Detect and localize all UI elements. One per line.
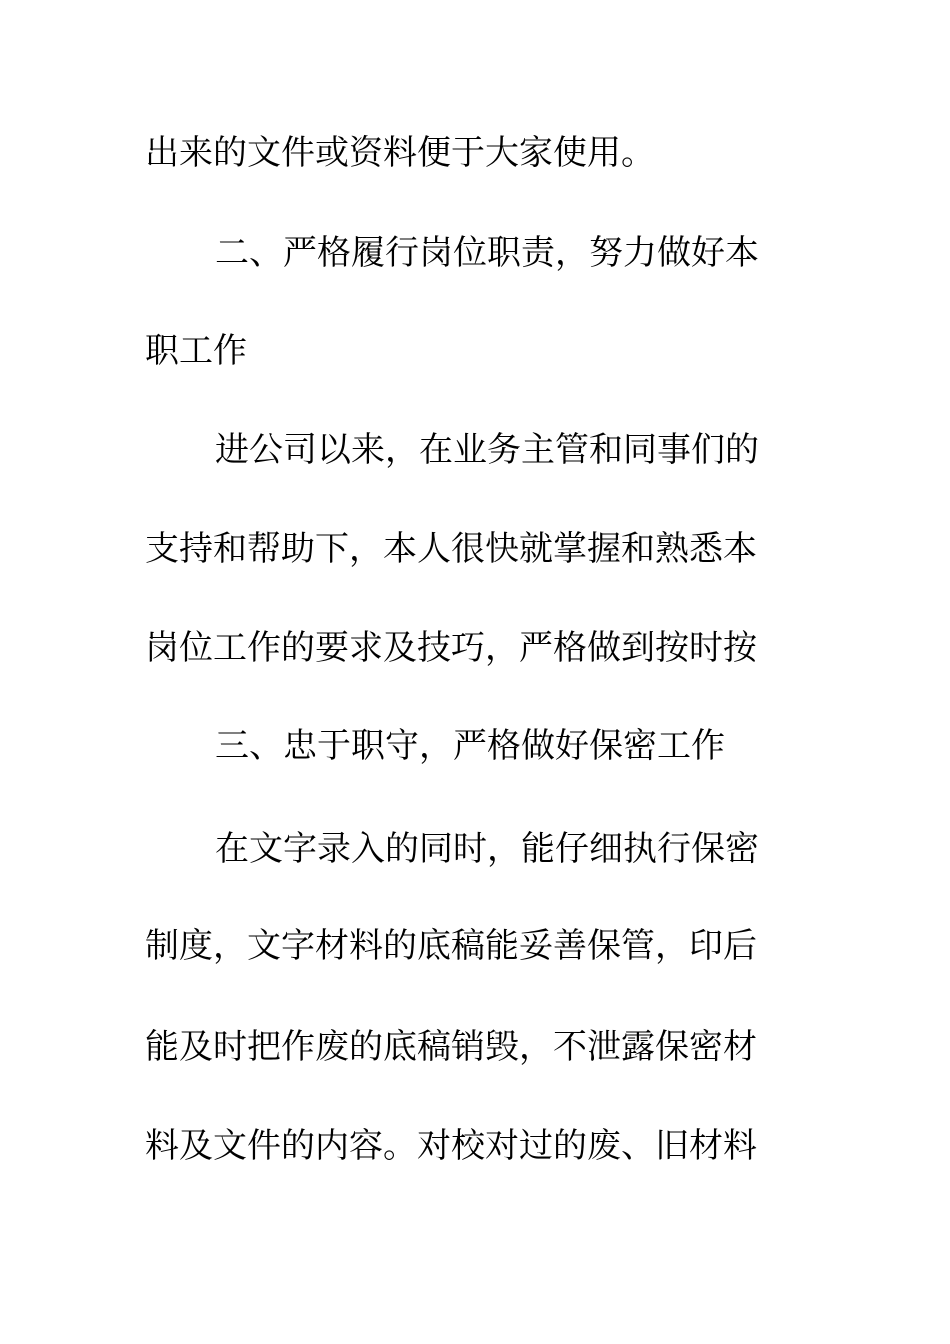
text-line: 能及时把作废的底稿销毁，不泄露保密材 <box>145 1027 757 1067</box>
text-line: 制度，文字材料的底稿能妥善保管，印后 <box>145 926 757 966</box>
text-line: 出来的文件或资料便于大家使用。 <box>145 133 655 173</box>
text-line: 岗位工作的要求及技巧，严格做到按时按 <box>145 628 757 668</box>
text-line: 职工作 <box>145 331 247 371</box>
text-line: 支持和帮助下，本人很快就掌握和熟悉本 <box>145 529 757 569</box>
paragraph-start: 在文字录入的同时，能仔细执行保密 <box>215 829 759 869</box>
section-heading: 三、忠于职守，严格做好保密工作 <box>215 726 725 766</box>
text-line: 料及文件的内容。对校对过的废、旧材料 <box>145 1126 757 1166</box>
section-heading: 二、严格履行岗位职责，努力做好本 <box>215 233 759 273</box>
paragraph-start: 进公司以来，在业务主管和同事们的 <box>215 430 759 470</box>
